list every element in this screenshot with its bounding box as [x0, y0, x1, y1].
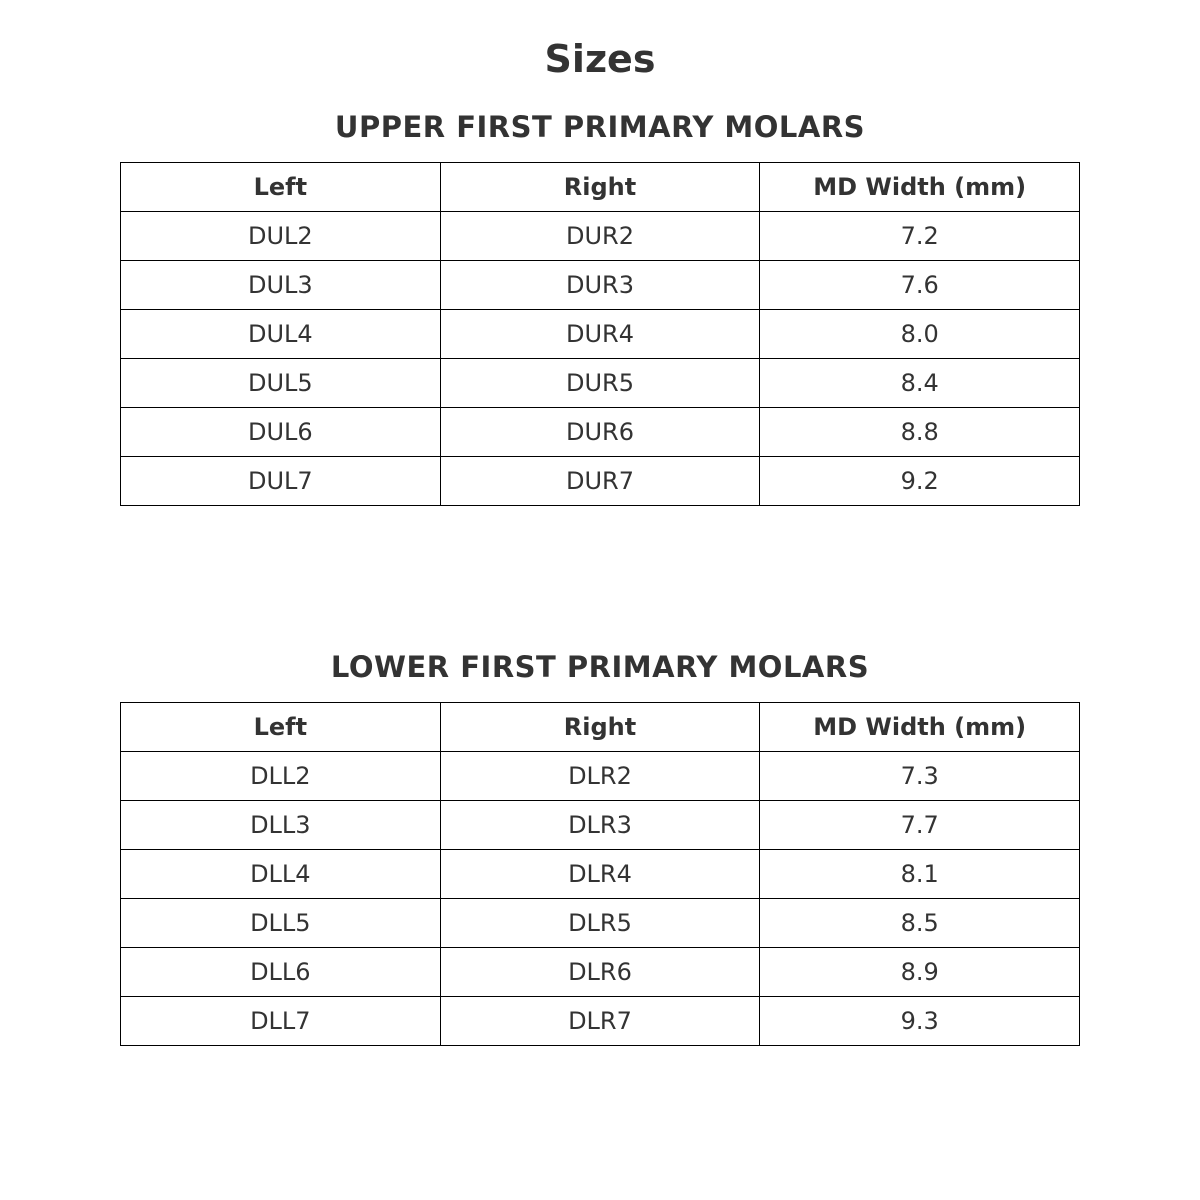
md-width-cell: 7.6 — [760, 261, 1080, 310]
left-cell: DLL4 — [121, 850, 441, 899]
md-width-cell: 9.3 — [760, 997, 1080, 1046]
table-row — [121, 359, 1080, 408]
lower-molars-section — [120, 648, 1080, 1046]
md-width-cell: 8.5 — [760, 899, 1080, 948]
page-title: Sizes — [544, 37, 656, 81]
left-cell: DUL3 — [121, 261, 441, 310]
right-cell: DUR4 — [440, 310, 760, 359]
md-width-cell: 7.2 — [760, 212, 1080, 261]
md-width-cell: 8.9 — [760, 948, 1080, 997]
lower-molars-title: LOWER FIRST PRIMARY MOLARS — [330, 650, 870, 684]
column-header-md-width: MD Width (mm) — [760, 163, 1080, 212]
table-row — [121, 997, 1080, 1046]
right-cell: DLR7 — [440, 997, 760, 1046]
upper-molars-table — [120, 162, 1080, 506]
column-header-md-width: MD Width (mm) — [760, 703, 1080, 752]
right-cell: DUR2 — [440, 212, 760, 261]
md-width-cell: 7.3 — [760, 752, 1080, 801]
table-row — [121, 801, 1080, 850]
left-cell: DUL2 — [121, 212, 441, 261]
md-width-cell: 8.0 — [760, 310, 1080, 359]
left-cell: DUL4 — [121, 310, 441, 359]
right-cell: DLR5 — [440, 899, 760, 948]
table-row — [121, 310, 1080, 359]
md-width-cell: 8.1 — [760, 850, 1080, 899]
table-header-row — [121, 163, 1080, 212]
right-cell: DLR3 — [440, 801, 760, 850]
left-cell: DLL6 — [121, 948, 441, 997]
left-cell: DUL7 — [121, 457, 441, 506]
md-width-cell: 8.4 — [760, 359, 1080, 408]
column-header-left: Left — [121, 163, 441, 212]
right-cell: DLR4 — [440, 850, 760, 899]
column-header-right: Right — [440, 163, 760, 212]
right-cell: DUR3 — [440, 261, 760, 310]
table-row — [121, 212, 1080, 261]
lower-molars-table — [120, 702, 1080, 1046]
table-row — [121, 261, 1080, 310]
right-cell: DUR7 — [440, 457, 760, 506]
left-cell: DUL5 — [121, 359, 441, 408]
column-header-left: Left — [121, 703, 441, 752]
upper-molars-title: UPPER FIRST PRIMARY MOLARS — [334, 110, 866, 144]
md-width-cell: 7.7 — [760, 801, 1080, 850]
right-cell: DLR6 — [440, 948, 760, 997]
table-row — [121, 899, 1080, 948]
table-row — [121, 408, 1080, 457]
left-cell: DLL5 — [121, 899, 441, 948]
table-row — [121, 948, 1080, 997]
md-width-cell: 8.8 — [760, 408, 1080, 457]
table-row — [121, 850, 1080, 899]
table-header-row — [121, 703, 1080, 752]
table-row — [121, 457, 1080, 506]
left-cell: DLL2 — [121, 752, 441, 801]
right-cell: DUR5 — [440, 359, 760, 408]
column-header-right: Right — [440, 703, 760, 752]
md-width-cell: 9.2 — [760, 457, 1080, 506]
left-cell: DLL3 — [121, 801, 441, 850]
right-cell: DLR2 — [440, 752, 760, 801]
upper-molars-section — [120, 108, 1080, 506]
left-cell: DUL6 — [121, 408, 441, 457]
right-cell: DUR6 — [440, 408, 760, 457]
table-row — [121, 752, 1080, 801]
left-cell: DLL7 — [121, 997, 441, 1046]
